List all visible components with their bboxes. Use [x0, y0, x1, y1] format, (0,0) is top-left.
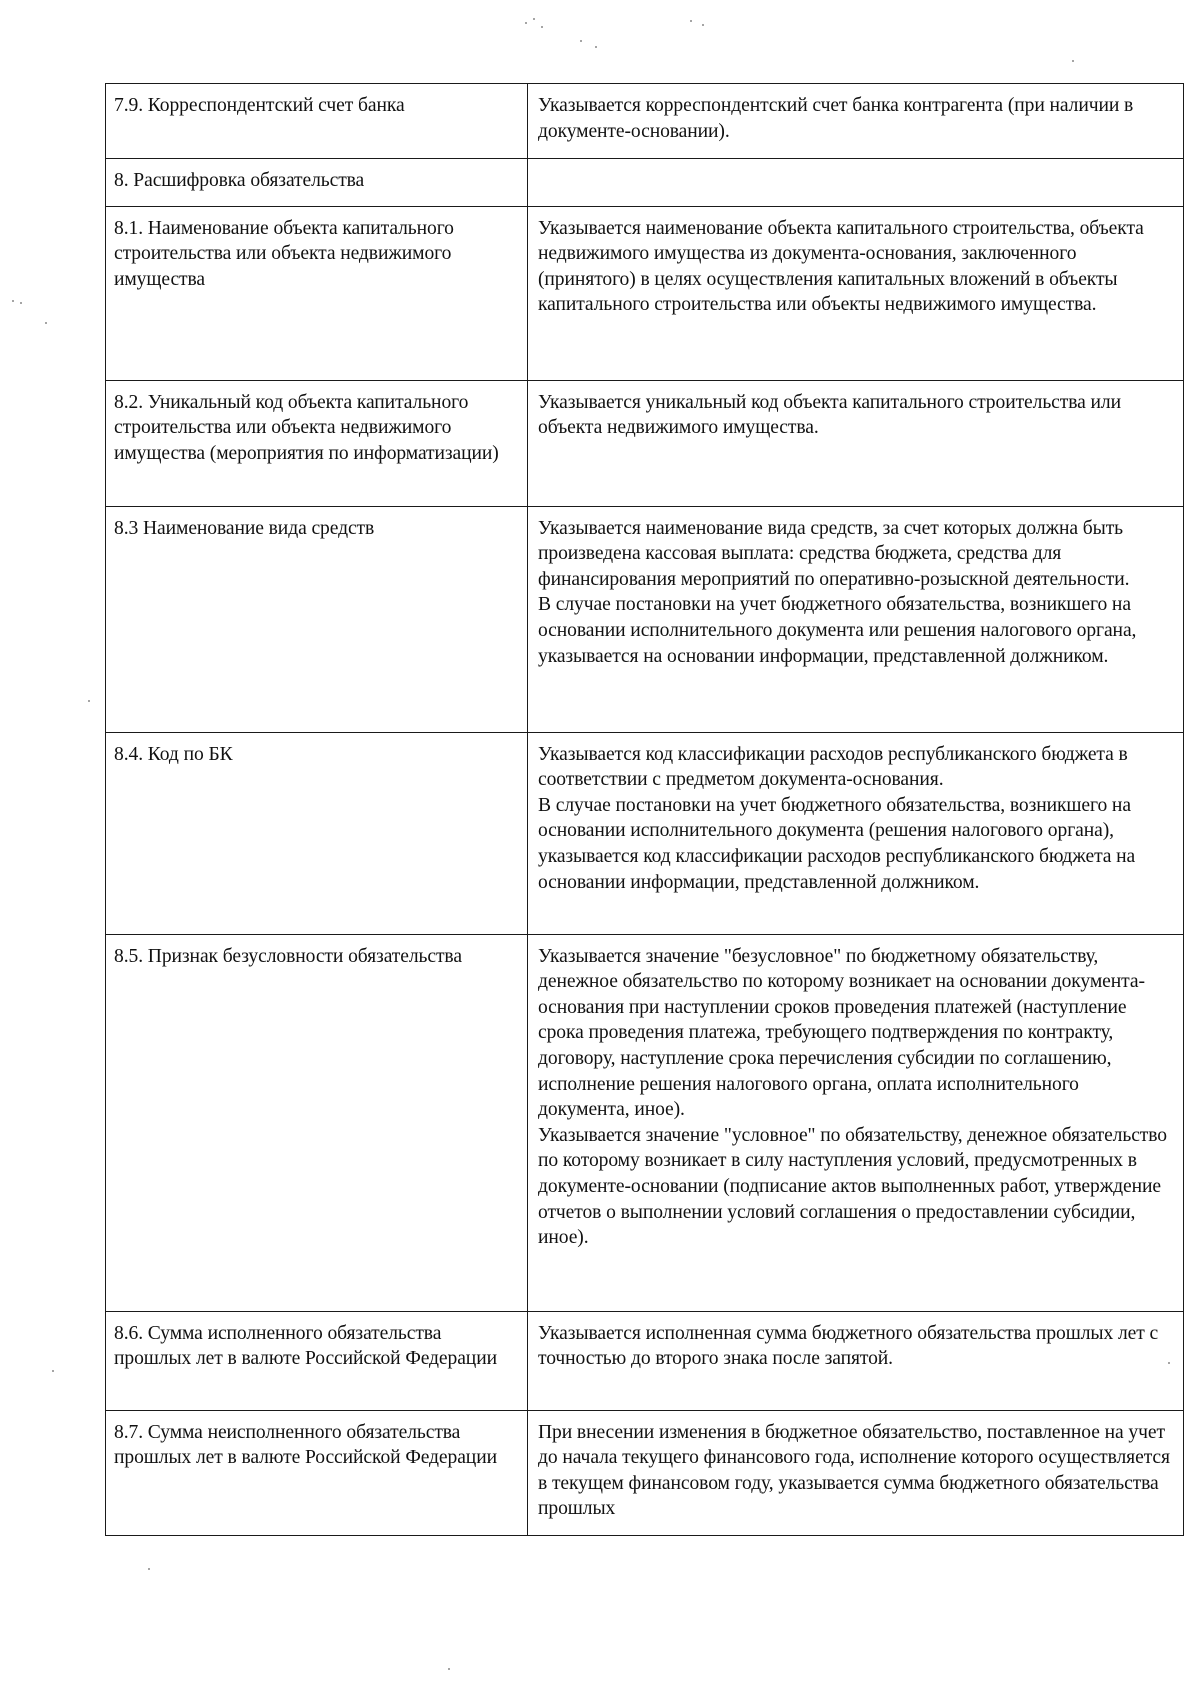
scan-speck: [448, 1668, 450, 1670]
scan-speck: [20, 302, 22, 304]
scan-speck: [12, 300, 14, 302]
scan-speck: [45, 322, 47, 324]
scan-speck: [52, 1370, 54, 1372]
field-name-cell: 8.6. Сумма исполненного обязательства прошлых лет в валюте Российской Федерации: [106, 1311, 528, 1410]
field-name-cell: 8.5. Признак безусловности обязательства: [106, 934, 528, 1311]
description-cell: [528, 380, 1184, 506]
table-row: [106, 934, 1184, 1311]
field-name-cell: 8. Расшифровка обязательства: [106, 159, 528, 207]
table-row: [106, 84, 1184, 159]
table-row: [106, 1410, 1184, 1535]
table-row: [106, 159, 1184, 207]
scan-speck: [88, 700, 90, 702]
table-row: [106, 506, 1184, 732]
description-text: Указывается наименование объекта капитального строительства, объекта недвижимого имущества из документа-основания, заключенного (принятого) в целях осуществления капитальных вложений в объекты капитального строительства или объекты недвижимого имущества.: [538, 217, 1144, 316]
description-cell: [528, 934, 1184, 1311]
field-name-cell: 8.3 Наименование вида средств: [106, 506, 528, 732]
description-text: Указывается уникальный код объекта капитального строительства или объекта недвижимого имущества.: [538, 391, 1121, 439]
description-cell: [528, 732, 1184, 934]
scan-speck: [148, 1568, 150, 1570]
scan-speck: [525, 22, 527, 24]
scan-speck: [541, 26, 543, 28]
field-name-cell: 8.1. Наименование объекта капитального строительства или объекта недвижимого имущества: [106, 206, 528, 380]
description-cell: [528, 506, 1184, 732]
scan-speck: [690, 20, 692, 22]
field-name-cell: 7.9. Корреспондентский счет банка: [106, 84, 528, 159]
description-cell: [528, 84, 1184, 159]
description-text: Указывается значение "условное" по обязательству, денежное обязательство по которому возникает в силу наступления условий, предусмотренных в документе-основании (подписание актов выполненных работ, утверждение отчетов о выполнении условий соглашения о предоставлении субсидии, иное).: [538, 1124, 1167, 1249]
description-cell: [528, 159, 1184, 207]
table-row: [106, 206, 1184, 380]
description-cell: [528, 206, 1184, 380]
table-row: [106, 732, 1184, 934]
field-name-cell: 8.7. Сумма неисполненного обязательства прошлых лет в валюте Российской Федерации: [106, 1410, 528, 1535]
table-row: [106, 380, 1184, 506]
description-cell: [528, 1410, 1184, 1535]
scan-speck: [1072, 60, 1074, 62]
scan-speck: [702, 24, 704, 26]
requisites-table: [105, 83, 1184, 1536]
table-row: [106, 1311, 1184, 1410]
description-text: В случае постановки на учет бюджетного обязательства, возникшего на основании исполнительного документа (решения налогового органа), указывается код классификации расходов республиканского бюджета на основании информации, представленной должником.: [538, 794, 1136, 893]
field-name-cell: 8.2. Уникальный код объекта капитального строительства или объекта недвижимого имущества (мероприятия по информатизации): [106, 380, 528, 506]
description-text: Указывается наименование вида средств, за счет которых должна быть произведена кассовая выплата: средства бюджета, средства для финансирования мероприятий по оперативно-розыскной деятельности.: [538, 517, 1130, 590]
description-text: Указывается значение "безусловное" по бюджетному обязательству, денежное обязательство по которому возникает на основании документа-основания при наступлении сроков проведения платежей (наступление срока проведения платежа, требующего подтверждения по контракту, договору, наступление срока перечисления субсидии по соглашению, исполнение решения налогового органа, оплата исполнительного документа, иное).: [538, 945, 1145, 1121]
description-text: При внесении изменения в бюджетное обязательство, поставленное на учет до начала текущего финансового года, исполнение которого осуществляется в текущем финансовом году, указывается сумма бюджетного обязательства прошлых: [538, 1421, 1170, 1520]
scan-speck: [595, 46, 597, 48]
description-text: Указывается корреспондентский счет банка контрагента (при наличии в документе-основании).: [538, 95, 1134, 142]
description-text: В случае постановки на учет бюджетного обязательства, возникшего на основании исполнительного документа или решения налогового органа, указывается на основании информации, представленной должником.: [538, 594, 1137, 667]
description-text: Указывается исполненная сумма бюджетного обязательства прошлых лет с точностью до второго знака после запятой.: [538, 1322, 1159, 1370]
field-name-cell: 8.4. Код по БК: [106, 732, 528, 934]
scan-speck: [580, 40, 582, 42]
description-text: Указывается код классификации расходов республиканского бюджета в соответствии с предметом документа-основания.: [538, 743, 1128, 791]
description-cell: [528, 1311, 1184, 1410]
scan-speck: [533, 18, 535, 20]
